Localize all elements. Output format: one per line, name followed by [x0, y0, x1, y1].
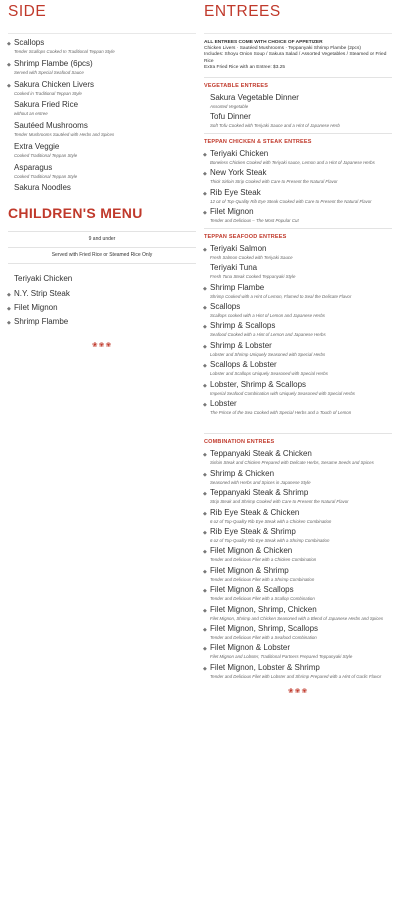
- entree-item: ◆ Shrimp Flambe Shrimp Cooked with a Hint of Lemon, Flamed to Seal the Delicate Flavor: [203, 282, 352, 299]
- entree-item: ◆ New York Steak Thick Sirloin Strip Cooked with Care to Present the Natural Flavor: [203, 168, 338, 185]
- bullet-icon: ◆: [203, 665, 207, 672]
- entree-item: ◆ Filet Mignon & Chicken Tender and Delicious Filet with a Chicken Combination: [203, 546, 317, 563]
- bullet-icon: ◆: [203, 568, 207, 575]
- children-age: 9 and under: [88, 236, 116, 243]
- entree-item: ◆ Rib Eye Steak 12 oz of Top-Quality Rib Eye Steak Cooked with Care to Present the Natural Flavor: [203, 187, 372, 204]
- bullet-icon: ◆: [203, 304, 207, 311]
- entree-notes-heading: ALL ENTREES COME WITH CHOICE OF APPETIZER: [204, 40, 323, 45]
- children-item: ◆ Shrimp Flambe: [7, 317, 69, 327]
- bullet-icon: ◆: [203, 401, 207, 408]
- children-menu-title: CHILDREN'S MENU: [8, 205, 143, 222]
- flower-ornament-icon: ❀❀❀: [287, 688, 309, 696]
- side-item: ◆ Sakura Chicken Livers Cooked in Traditional Teppan Style: [7, 79, 95, 96]
- bullet-icon: ◆: [203, 452, 207, 459]
- entree-item: Teriyaki Tuna Fresh Tuna Steak Cooked Teppanyaki Style: [210, 263, 296, 280]
- side-item: Sautéed Mushrooms Tender Mushrooms Sautéed with Herbs and Spices: [14, 121, 115, 138]
- entree-item: ◆ Rib Eye Steak & Shrimp 6 oz of Top-Quality Rib Eye Steak with a Shrimp Combination: [203, 527, 330, 544]
- bullet-icon: ◆: [203, 363, 207, 370]
- bullet-icon: ◆: [203, 646, 207, 653]
- seafood-list: [204, 244, 392, 416]
- bullet-icon: ◆: [203, 471, 207, 478]
- entree-item: ◆ Lobster, Shrimp & Scallops Imperial Seafood Combination with Uniquely Seasoned with Special Herbs: [203, 379, 355, 396]
- divider: [8, 247, 196, 248]
- divider: [204, 77, 392, 78]
- children-list: [8, 274, 196, 327]
- bullet-icon: ◆: [203, 530, 207, 537]
- side-item: ◆ Shrimp Flambe (6pcs) Served with Special Seafood Sauce: [7, 58, 93, 75]
- entree-item: ◆ Filet Mignon Tender and Delicious – The Most Popular Cut: [203, 207, 299, 224]
- bullet-icon: ◆: [203, 246, 207, 253]
- entree-item: ◆ Scallops Scallops cooked with a Hint of Lemon and Japanese Herbs: [203, 301, 325, 318]
- bullet-icon: ◆: [203, 491, 207, 498]
- side-item: Sakura Fried Rice without an entree: [14, 100, 79, 117]
- entree-item: ◆ Shrimp & Scallops Seafood Cooked with a Hint of Lemon and Japanese Herbs: [203, 321, 326, 338]
- side-title: SIDE: [8, 0, 196, 34]
- divider: [204, 133, 392, 134]
- bullet-icon: ◆: [7, 320, 11, 327]
- divider: [204, 228, 392, 229]
- bullet-icon: ◆: [7, 291, 11, 298]
- entree-item: ◆ Filet Mignon, Lobster & Shrimp Tender and Delicious Filet with Lobster and Shrimp Prepared with a Hint of Garlic Flavor: [203, 662, 382, 679]
- entree-item: ◆ Filet Mignon, Shrimp, Chicken Filet Mignon, Shrimp and Chicken Seasoned with a Blend of Japanese Herbs and Spices: [203, 604, 384, 621]
- bullet-icon: ◆: [203, 210, 207, 217]
- entree-notes: [204, 40, 392, 71]
- vegetable-list: [204, 93, 392, 129]
- entree-item: ◆ Filet Mignon, Shrimp, Scallops Tender and Delicious Filet with a Seafood Combination: [203, 624, 319, 640]
- side-item: ◆ Scallops Tender Scallops Cooked In Traditional Teppan Style: [7, 38, 115, 54]
- category-title: TEPPAN SEAFOOD ENTREES: [204, 233, 287, 240]
- entree-notes-line: Extra Fried Rice with an Entree: $3.25: [204, 64, 286, 70]
- divider: [8, 231, 196, 232]
- children-item: Teriyaki Chicken: [14, 274, 73, 284]
- side-item: Sakura Noodles: [14, 183, 71, 193]
- bullet-icon: ◆: [7, 41, 11, 47]
- bullet-icon: ◆: [7, 61, 11, 68]
- entree-item: ◆ Shrimp & Chicken Seasoned with Herbs and Spices in Japanese Style: [203, 468, 311, 485]
- divider: [204, 433, 392, 434]
- chicken-steak-list: [204, 149, 392, 224]
- bullet-icon: ◆: [203, 510, 207, 517]
- side-item: Asparagus Cooked Traditional Teppan Style: [14, 162, 78, 179]
- bullet-icon: ◆: [203, 549, 207, 556]
- left-column: [8, 0, 196, 349]
- bullet-icon: ◆: [203, 190, 207, 197]
- entree-item: ◆ Lobster The Prince of the Sea Cooked with Special Herbs and a Touch of Lemon: [203, 398, 352, 415]
- entree-item: ◆ Filet Mignon & Lobster Filet Mignon and Lobster, Traditional Partners Prepared Teppanyaki Style: [203, 643, 353, 660]
- children-item: ◆ N.Y. Strip Steak: [7, 288, 70, 298]
- divider: [8, 263, 196, 264]
- bullet-icon: ◆: [203, 285, 207, 292]
- entree-item: ◆ Teppanyaki Steak & Shrimp Strip Steak and Shrimp Cooked with Care to Present the Natural Flavor: [203, 488, 349, 505]
- category-title: VEGETABLE ENTREES: [204, 83, 269, 90]
- children-served-note: Served with Fried Rice or Steamed Rice Only: [51, 252, 153, 259]
- bullet-icon: ◆: [203, 627, 207, 633]
- side-list: [8, 38, 196, 193]
- entree-notes-line: Includes: Shoyu Onion Soup / Sakura Salad / Assorted Vegetables / Steamed or Fried Rice: [204, 52, 387, 64]
- bullet-icon: ◆: [203, 607, 207, 614]
- category-title: COMBINATION ENTREES: [204, 439, 275, 446]
- bullet-icon: ◆: [7, 82, 11, 89]
- bullet-icon: ◆: [203, 152, 207, 158]
- category-title: TEPPAN CHICKEN & STEAK ENTREES: [204, 139, 312, 145]
- combination-list: [204, 449, 392, 679]
- entree-item: ◆ Scallops & Lobster Lobster and Scallops Uniquely Seasoned with Special Herbs: [203, 360, 328, 377]
- entree-item: ◆ Teppanyaki Steak & Chicken Sirloin Steak and Chicken Prepared with Delicate Herbs, Sesame Seeds and Spices: [203, 449, 374, 466]
- entree-item: ◆ Shrimp & Lobster Lobster and Shrimp Uniquely Seasoned with Special Herbs: [203, 340, 326, 357]
- bullet-icon: ◆: [7, 305, 11, 312]
- entree-notes-line: Chicken Livers · Sautéed Mushrooms · Teppanyaki Shrimp Flambe (2pcs): [204, 46, 361, 52]
- entrees-title: ENTREES: [204, 0, 392, 34]
- bullet-icon: ◆: [203, 382, 207, 389]
- bullet-icon: ◆: [203, 343, 207, 350]
- bullet-icon: ◆: [203, 324, 207, 331]
- entree-item: Tofu Dinner Soft Tofu Cooked with Teriyaki Sauce and a Hint of Japanese Herb: [210, 112, 340, 129]
- entree-item: ◆ Teriyaki Salmon Fresh Salmon Cooked with Teriyaki Sauce: [203, 243, 293, 260]
- side-item: Extra Veggie Cooked Traditional Teppan Style: [14, 141, 78, 158]
- entree-item: ◆ Rib Eye Steak & Chicken 6 oz of Top-Quality Rib Eye Steak with a Chicken Combination: [203, 507, 332, 524]
- entree-item: Sakura Vegetable Dinner Assorted Vegetable: [210, 93, 299, 110]
- right-column: [204, 0, 392, 695]
- entree-item: ◆ Filet Mignon & Scallops Tender and Delicious Filet with a Scallop Combination: [203, 585, 315, 602]
- bullet-icon: ◆: [203, 588, 207, 595]
- entree-item: ◆ Filet Mignon & Shrimp Tender and Delicious Filet with a Shrimp Combination: [203, 565, 315, 582]
- flower-ornament-icon: ❀❀❀: [91, 342, 113, 350]
- bullet-icon: ◆: [203, 171, 207, 178]
- entree-item: ◆ Teriyaki Chicken Boneless Chicken Cooked with Teriyaki sauce, Lemon and a Hint of Japanese Herbs: [203, 149, 375, 165]
- children-item: ◆ Filet Mignon: [7, 302, 58, 312]
